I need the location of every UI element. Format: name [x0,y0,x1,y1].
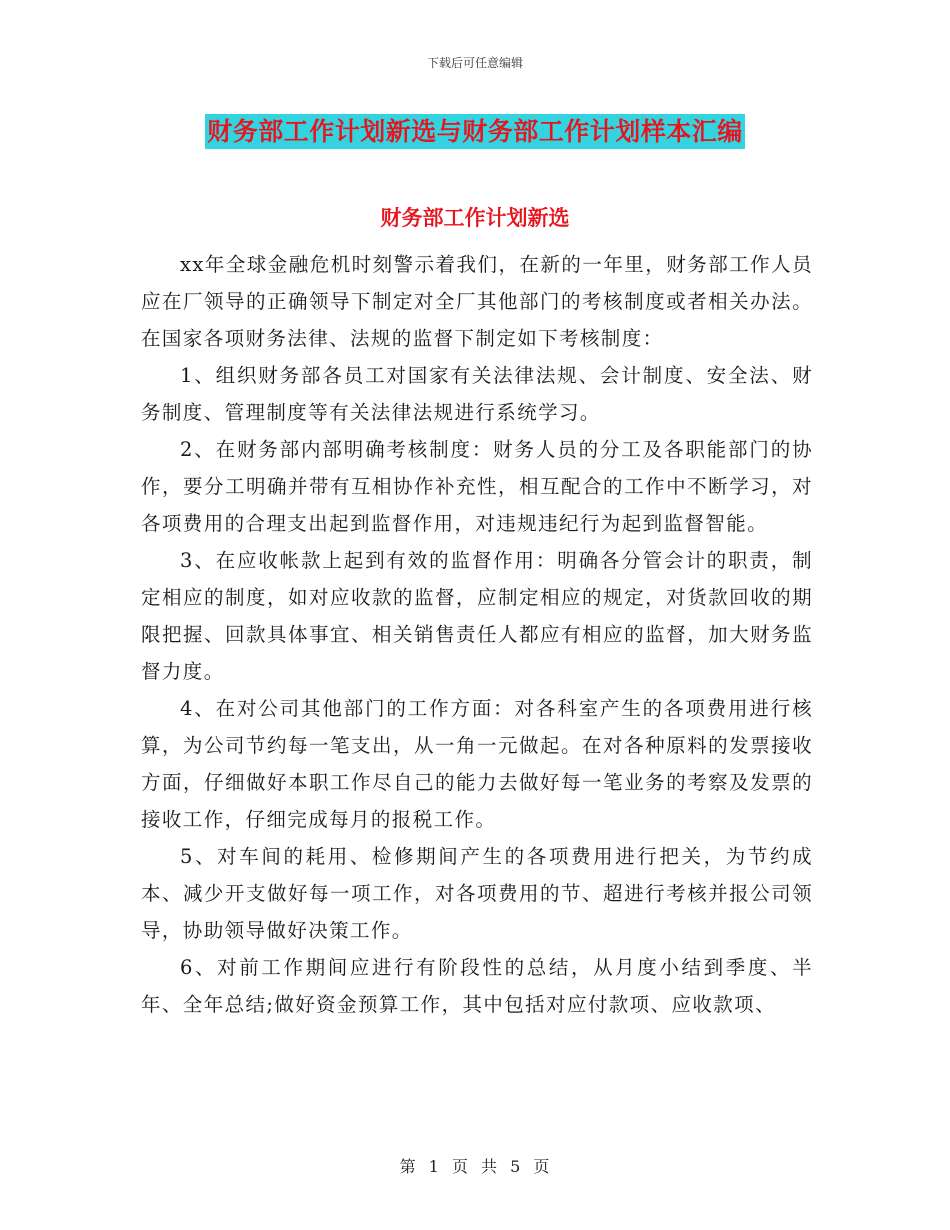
paragraph-item-3: 3、在应收帐款上起到有效的监督作用：明确各分管会计的职责，制定相应的制度，如对应收款的监督，应制定相应的规定，对货款回收的期限把握、回款具体事宜、相关销售责任人都应有相应的监督，加大财务监督力度。 [141,549,813,683]
page-footer: 第 1 页 共 5 页 [399,1157,551,1176]
paragraph-item-1: 1、组织财务部各员工对国家有关法律法规、会计制度、安全法、财务制度、管理制度等有关法律法规进行系统学习。 [141,364,813,424]
paragraph-item-2: 2、在财务部内部明确考核制度：财务人员的分工及各职能部门的协作，要分工明确并带有互相协作补充性，相互配合的工作中不断学习，对各项费用的合理支出起到监督作用，对违规违纪行为起到监督智能。 [141,438,813,535]
paragraph-item-5: 5、对车间的耗用、检修期间产生的各项费用进行把关，为节约成本、减少开支做好每一项工作，对各项费用的节、超进行考核并报公司领导，协助领导做好决策工作。 [141,845,813,942]
body-text [141,246,813,1023]
paragraph-item-4: 4、在对公司其他部门的工作方面：对各科室产生的各项费用进行核算，为公司节约每一笔支出，从一角一元做起。在对各种原料的发票接收方面，仔细做好本职工作尽自己的能力去做好每一笔业务的考察及发票的接收工作，仔细完成每月的报税工作。 [141,697,813,831]
document-title [0,112,950,148]
paragraph-item-6: 6、对前工作期间应进行有阶段性的总结，从月度小结到季度、半年、全年总结;做好资金预算工作，其中包括对应付款项、应收款项、 [141,956,813,1016]
header-note: 下载后可任意编辑 [426,56,523,70]
paragraph-intro: xx年全球金融危机时刻警示着我们，在新的一年里，财务部工作人员应在厂领导的正确领导下制定对全厂其他部门的考核制度或者相关办法。在国家各项财务法律、法规的监督下制定如下考核制度： [141,253,813,350]
document-title-text: 财务部工作计划新选与财务部工作计划样本汇编 [205,114,745,149]
section-title: 财务部工作计划新选 [380,206,570,230]
